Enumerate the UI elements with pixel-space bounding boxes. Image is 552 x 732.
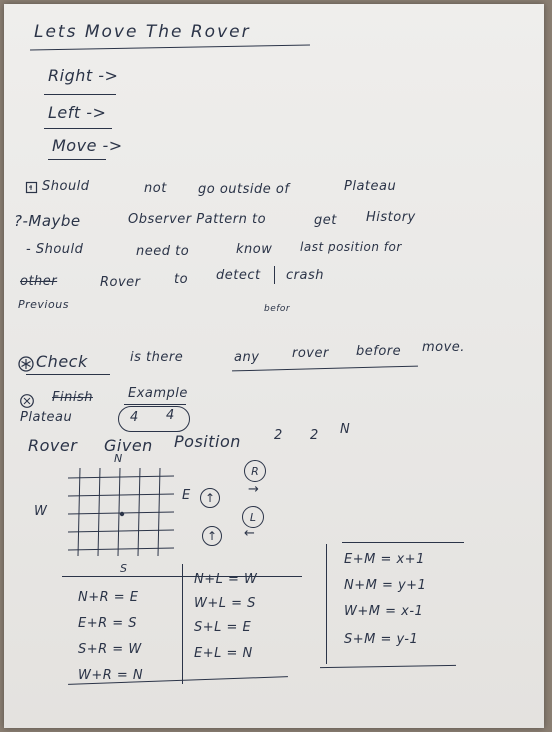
note-2-d: History: [366, 210, 416, 225]
command-right-arrow: ->: [98, 66, 119, 85]
rule-right-4: W+R = N: [78, 668, 144, 683]
rover-heading: N: [340, 422, 351, 437]
check-underline: [26, 374, 110, 375]
divider: [44, 94, 116, 95]
plateau-size-box: [118, 406, 190, 432]
compass-north: N: [114, 452, 123, 465]
check-e: before: [356, 344, 402, 359]
note-4-e: crash: [286, 268, 324, 283]
notebook-page: [4, 4, 544, 728]
arrow-right-icon: →: [248, 482, 260, 497]
check-b: is there: [130, 350, 184, 365]
move-box-top: [342, 542, 464, 543]
example-label: Example: [128, 386, 188, 401]
rule-left-2: W+L = S: [194, 596, 256, 611]
checkbox-icon: [26, 182, 38, 194]
move-box-bottom: [320, 665, 456, 668]
title-underline: [30, 45, 310, 51]
command-left: [48, 103, 106, 122]
plateau-x: 4: [130, 410, 139, 425]
command-move-arrow: ->: [102, 136, 123, 155]
rule-left-1: N+L = W: [194, 572, 258, 587]
rule-move-2: N+M = y+1: [344, 578, 427, 593]
note-4-c: to: [174, 272, 189, 287]
plateau-grid: [66, 466, 178, 558]
right-command-icon: R: [244, 460, 266, 482]
check-f: move.: [422, 340, 465, 355]
arrow-left-icon: ←: [244, 526, 256, 541]
move-box-left: [326, 544, 327, 664]
compass-south: S: [120, 562, 128, 575]
rule-move-1: E+M = x+1: [344, 552, 425, 567]
rule-left-3: S+L = E: [194, 620, 252, 635]
command-right-label: Right: [48, 66, 93, 85]
rover-pos-y: 2: [310, 428, 319, 443]
rule-move-3: W+M = x-1: [344, 604, 424, 619]
divider: [48, 159, 106, 160]
asterisk-icon: [20, 394, 34, 408]
example-struck: Finish: [52, 390, 93, 405]
rule-left-4: E+L = N: [194, 646, 253, 661]
note-1-a: Should: [42, 179, 90, 194]
divider: [44, 128, 112, 129]
note-3-c: know: [236, 242, 273, 257]
compass-east: E: [182, 488, 191, 503]
asterisk-icon: [18, 356, 34, 372]
note-1-d: Plateau: [344, 179, 397, 194]
left-command-icon: L: [242, 506, 264, 528]
note-3-b: need to: [136, 244, 190, 259]
note-1-b: not: [144, 181, 167, 196]
rover-marker: [120, 512, 124, 516]
command-move: [52, 136, 123, 155]
note-2-a: ?-Maybe: [14, 212, 81, 230]
command-move-label: Move: [52, 136, 97, 155]
rover-label: Rover: [28, 436, 78, 455]
note-2-b: Observer Pattern to: [128, 212, 267, 227]
note-4-a-struck: other: [20, 274, 58, 289]
note-3-a: - Should: [26, 242, 84, 257]
check-a: Check: [36, 352, 88, 371]
arrow-up-icon: ↑: [202, 526, 222, 546]
rule-right-1: N+R = E: [78, 590, 139, 605]
rover-given: Given: [104, 436, 153, 455]
rule-right-3: S+R = W: [78, 642, 142, 657]
plateau-y: 4: [166, 408, 175, 423]
note-2-c: get: [314, 213, 337, 228]
arrow-up-icon: ↑: [200, 488, 220, 508]
compass-west: W: [34, 504, 48, 519]
example-underline: [124, 404, 186, 405]
command-left-arrow: ->: [86, 103, 107, 122]
note-4-b: Rover: [100, 275, 141, 290]
rover-pos-x: 2: [274, 428, 283, 443]
note-5-a: Previous: [18, 298, 69, 311]
rule-move-4: S+M = y-1: [344, 632, 419, 647]
rover-position: Position: [174, 432, 241, 451]
command-right: [48, 66, 118, 85]
check-underline-2: [232, 366, 418, 372]
rules-divider-vertical: [182, 564, 183, 684]
rule-right-2: E+R = S: [78, 616, 138, 631]
command-left-label: Left: [48, 103, 81, 122]
insert-caret: [274, 266, 275, 284]
plateau-label: Plateau: [20, 410, 73, 425]
page-title: Lets Move The Rover: [34, 22, 251, 42]
note-5-b: befor: [264, 304, 291, 314]
check-c: any: [234, 350, 260, 365]
note-1-c: go outside of: [198, 182, 290, 197]
check-d: rover: [292, 346, 329, 361]
note-3-d: last position for: [300, 240, 402, 254]
note-4-d: detect: [216, 268, 261, 283]
